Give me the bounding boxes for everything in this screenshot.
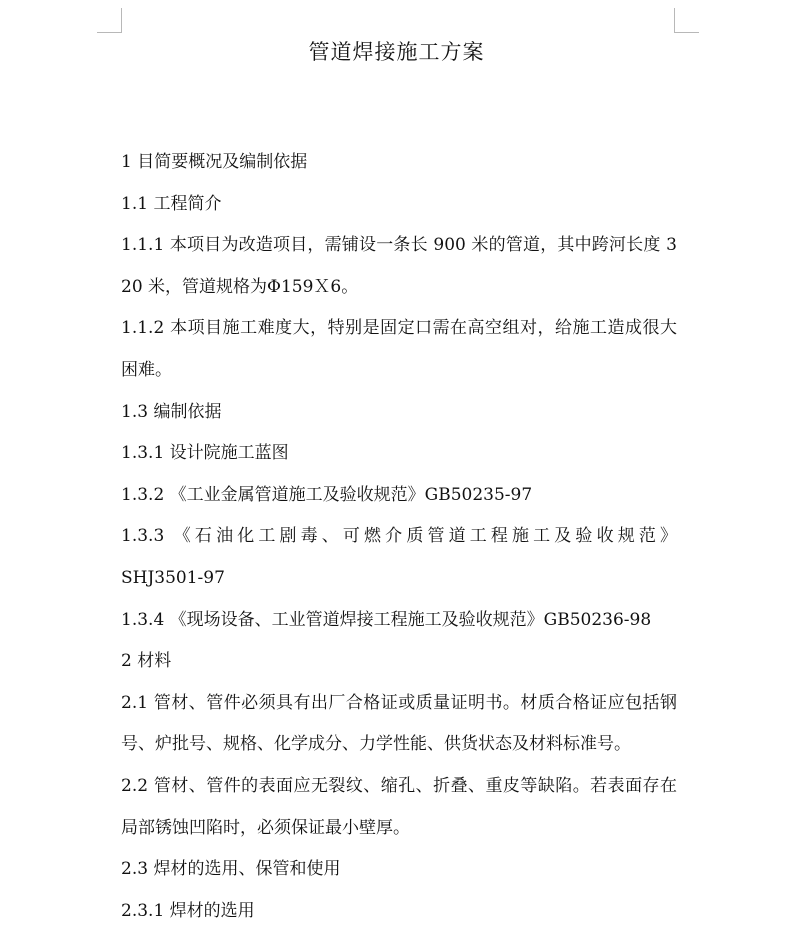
paragraph: 1.3.1 设计院施工蓝图 xyxy=(121,443,289,464)
section-heading: 2 材料 xyxy=(121,651,172,672)
margin-corner-mark xyxy=(674,8,699,33)
paragraph: 1.3.2 《工业金属管道施工及验收规范》GB50235-97 xyxy=(121,484,533,505)
paragraph: 1.3.3 《石油化工剧毒、可燃介质管道工程施工及验收规范》 xyxy=(121,526,677,547)
paragraph-continuation: SHJ3501-97 xyxy=(121,567,225,588)
paragraph: 2.1 管材、管件必须具有出厂合格证或质量证明书。材质合格证应包括钢号、炉批号、规格、化学成分、力学性能、供货状态及材料标准号。 xyxy=(121,692,677,755)
paragraph: 1.1.2 本项目施工难度大，特别是固定口需在高空组对，给施工造成很大困难。 xyxy=(121,318,677,380)
section-heading: 1 目简要概况及编制依据 xyxy=(121,152,308,172)
paragraph: 1.1.1 本项目为改造项目，需铺设一条长 900 米的管道，其中跨河长度 320 米，管道规格为Φ159Ｘ6。 xyxy=(121,235,677,297)
subsection-heading: 2.3 焊材的选用、保管和使用 xyxy=(121,859,341,880)
document-title: 管道焊接施工方案 xyxy=(308,40,485,64)
subsection-heading: 1.1 工程简介 xyxy=(121,193,222,214)
paragraph: 2.2 管材、管件的表面应无裂纹、缩孔、折叠、重皮等缺陷。若表面存在局部锈蚀凹陷时，必须保证最小壁厚。 xyxy=(121,775,677,838)
subsection-heading: 1.3 编制依据 xyxy=(121,401,222,422)
margin-corner-mark xyxy=(97,8,122,33)
paragraph: 2.3.1 焊材的选用 xyxy=(121,900,255,921)
paragraph: 1.3.4 《现场设备、工业管道焊接工程施工及验收规范》GB50236-98 xyxy=(121,609,652,630)
document-body xyxy=(121,142,677,932)
